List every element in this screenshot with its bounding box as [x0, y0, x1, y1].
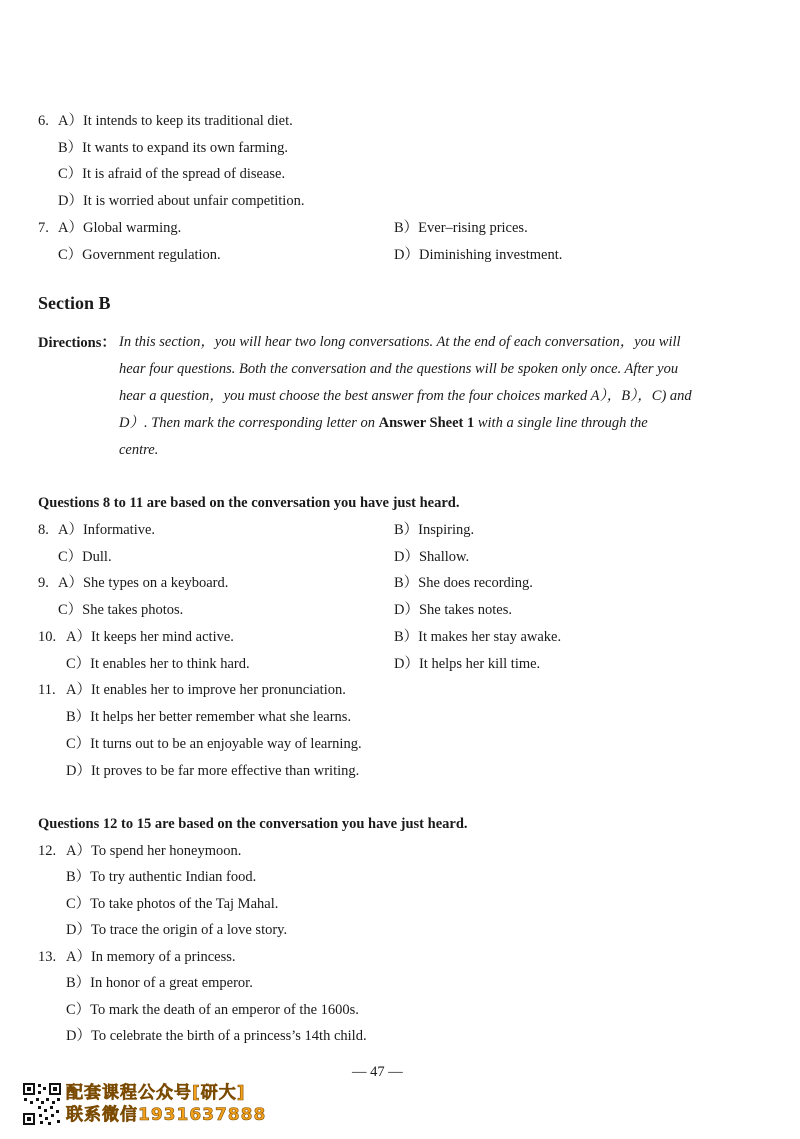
q9-option-b: B）She does recording.	[394, 575, 533, 591]
directions-line-4-start: D）. Then mark the corresponding letter on	[119, 415, 379, 431]
q11-option-b: B）It helps her better remember what she learns.	[66, 709, 352, 725]
qr-code-icon	[22, 1082, 62, 1126]
directions-line-3: hear a question，you must choose the best answer from the four choices marked A），B），C) and	[119, 388, 692, 404]
q7-option-b: B）Ever–rising prices.	[394, 220, 528, 236]
q13-option-c: C）To mark the death of an emperor of the 1600s.	[66, 1002, 359, 1018]
directions-line-4	[119, 410, 725, 437]
q13-option-a: A）In memory of a princess.	[66, 949, 236, 965]
q7-option-a: A）Global warming.	[58, 220, 182, 236]
question-number-6: 6.	[38, 113, 49, 129]
q8-option-c: C）Dull.	[58, 549, 112, 565]
q6-option-a: A）It intends to keep its traditional diet.	[58, 113, 293, 129]
q8-option-b: B）Inspiring.	[394, 522, 475, 538]
q6-option-b: B）It wants to expand its own farming.	[58, 140, 288, 156]
q10-option-c: C）It enables her to think hard.	[66, 656, 250, 672]
question-number-8: 8.	[38, 522, 49, 538]
q11-option-d: D）It proves to be far more effective than writing.	[66, 763, 360, 779]
question-number-12: 12.	[38, 843, 57, 859]
directions-line-4-end: with a single line through the	[474, 415, 648, 431]
q8-option-d: D）Shallow.	[394, 549, 470, 565]
q9-option-c: C）She takes photos.	[58, 602, 184, 618]
q6-option-d: D）It is worried about unfair competition.	[58, 193, 305, 209]
question-number-9: 9.	[38, 575, 49, 591]
directions-line-2: hear four questions. Both the conversation and the questions will be spoken only once. After you	[119, 361, 679, 377]
q7-option-d: D）Diminishing investment.	[394, 247, 563, 263]
q10-option-a: A）It keeps her mind active.	[66, 629, 234, 645]
q9-option-a: A）She types on a keyboard.	[58, 575, 229, 591]
question-number-13: 13.	[38, 949, 57, 965]
question-number-10: 10.	[38, 629, 57, 645]
group-heading-8-11: Questions 8 to 11 are based on the conversation you have just heard.	[38, 495, 460, 511]
directions-label: Directions：	[38, 335, 116, 351]
q9-option-d: D）She takes notes.	[394, 602, 512, 618]
q6-option-c: C）It is afraid of the spread of disease.	[58, 166, 286, 182]
promo-line-1: 配套课程公众号[研大]	[66, 1083, 246, 1103]
q7-option-c: C）Government regulation.	[58, 247, 221, 263]
q12-option-a: A）To spend her honeymoon.	[66, 843, 242, 859]
question-number-7: 7.	[38, 220, 49, 236]
q13-option-d: D）To celebrate the birth of a princess’s 14th child.	[66, 1028, 367, 1044]
section-title: Section B	[38, 293, 111, 313]
q12-option-c: C）To take photos of the Taj Mahal.	[66, 896, 279, 912]
answer-sheet-reference: Answer Sheet 1	[378, 415, 475, 431]
q12-option-b: B）To try authentic Indian food.	[66, 869, 257, 885]
q12-option-d: D）To trace the origin of a love story.	[66, 922, 288, 938]
footer-watermark	[22, 1082, 322, 1128]
q10-option-b: B）It makes her stay awake.	[394, 629, 562, 645]
promo-line-2: 联系微信1931637888	[66, 1105, 267, 1125]
group-heading-12-15: Questions 12 to 15 are based on the conversation you have just heard.	[38, 816, 468, 832]
directions-line-5: centre.	[119, 442, 159, 458]
page-number: — 47 —	[352, 1064, 403, 1080]
q13-option-b: B）In honor of a great emperor.	[66, 975, 253, 991]
q8-option-a: A）Informative.	[58, 522, 156, 538]
question-number-11: 11.	[38, 682, 56, 698]
q11-option-c: C）It turns out to be an enjoyable way of learning.	[66, 736, 362, 752]
q10-option-d: D）It helps her kill time.	[394, 656, 541, 672]
directions-line-1: In this section，you will hear two long conversations. At the end of each conversation，you will	[119, 334, 681, 350]
q11-option-a: A）It enables her to improve her pronunciation.	[66, 682, 346, 698]
